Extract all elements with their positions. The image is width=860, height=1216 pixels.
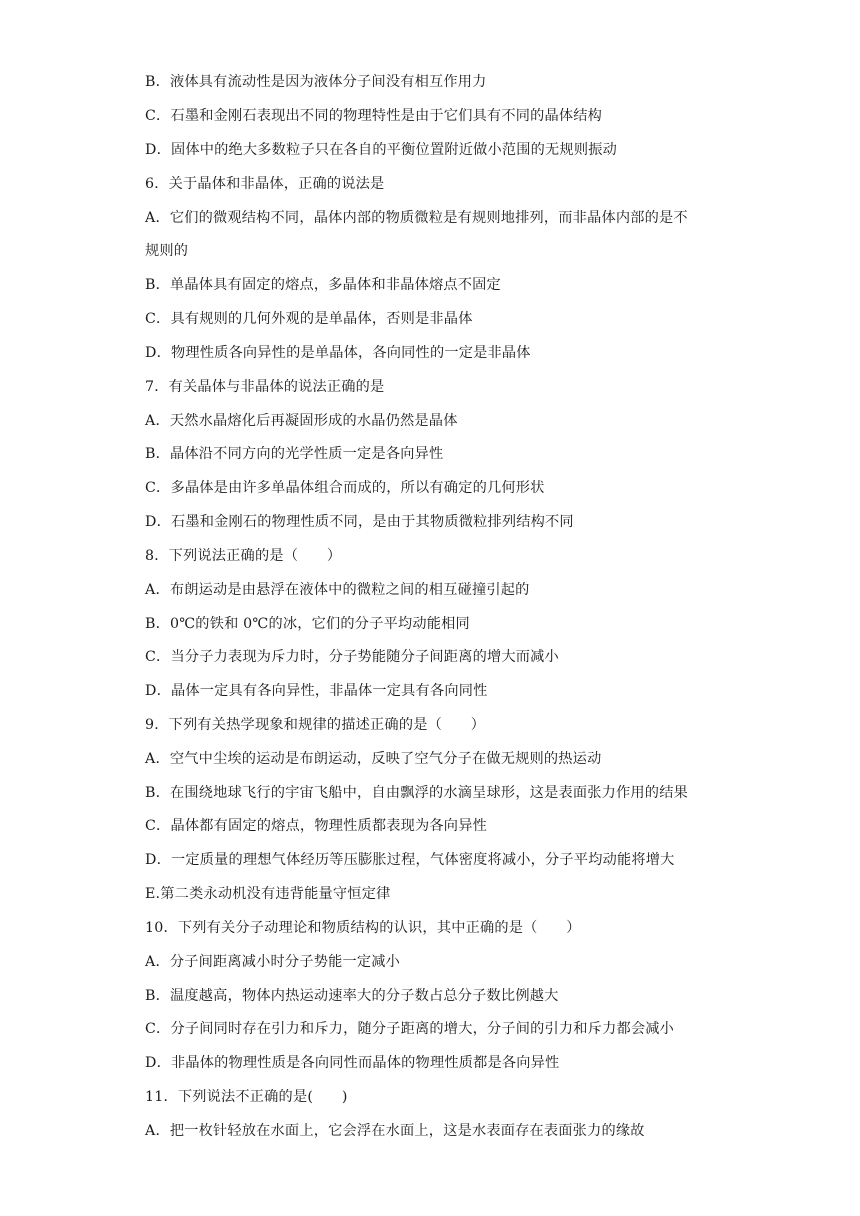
question-9: 9．下列有关热学现象和规律的描述正确的是（ ） (145, 717, 486, 733)
question-10: 10．下列有关分子动理论和物质结构的认识，其中正确的是（ ） (145, 920, 581, 936)
option-a-q9: A．空气中尘埃的运动是布朗运动，反映了空气分子在做无规则的热运动 (145, 751, 602, 767)
option-b-q8: B．0℃的铁和 0℃的冰，它们的分子平均动能相同 (145, 616, 470, 632)
question-6: 6．关于晶体和非晶体，正确的说法是 (145, 176, 385, 192)
option-c-q10: C．分子间同时存在引力和斥力，随分子距离的增大，分子间的引力和斥力都会减小 (145, 1021, 675, 1037)
question-7: 7．有关晶体与非晶体的说法正确的是 (145, 379, 385, 395)
option-b-q9: B．在围绕地球飞行的宇宙飞船中，自由飘浮的水滴呈球形，这是表面张力作用的结果 (145, 785, 688, 801)
option-d-q10: D．非晶体的物理性质是各向同性而晶体的物理性质都是各向异性 (145, 1055, 560, 1071)
option-c-q9: C．晶体都有固定的熔点，物理性质都表现为各向异性 (145, 818, 487, 834)
option-c-q6: C．具有规则的几何外观的是单晶体，否则是非晶体 (145, 311, 473, 327)
option-e-q9: E.第二类永动机没有违背能量守恒定律 (145, 886, 391, 902)
option-c-q5: C．石墨和金刚石表现出不同的物理特性是由于它们具有不同的晶体结构 (145, 108, 603, 124)
option-b-q10: B．温度越高，物体内热运动速率大的分子数占总分子数比例越大 (145, 988, 559, 1004)
option-d-q7: D．石墨和金刚石的物理性质不同，是由于其物质微粒排列结构不同 (145, 514, 574, 530)
option-b-q7: B．晶体沿不同方向的光学性质一定是各向异性 (145, 446, 444, 462)
option-d-q8: D．晶体一定具有各向异性，非晶体一定具有各向同性 (145, 683, 488, 699)
option-a-q6-continued: 规则的 (145, 243, 189, 259)
option-b-q5: B．液体具有流动性是因为液体分子间没有相互作用力 (145, 74, 487, 90)
option-a-q7: A．天然水晶熔化后再凝固形成的水晶仍然是晶体 (145, 413, 458, 429)
option-b-q6: B．单晶体具有固定的熔点，多晶体和非晶体熔点不固定 (145, 277, 501, 293)
option-d-q9: D．一定质量的理想气体经历等压膨胀过程，气体密度将减小，分子平均动能将增大 (145, 852, 675, 868)
option-a-q11: A．把一枚针轻放在水面上，它会浮在水面上，这是水表面存在表面张力的缘故 (145, 1123, 645, 1139)
option-a-q10: A．分子间距离减小时分子势能一定减小 (145, 954, 401, 970)
question-11: 11．下列说法不正确的是( ) (145, 1089, 348, 1105)
option-d-q6: D．物理性质各向异性的是单晶体，各向同性的一定是非晶体 (145, 345, 531, 361)
question-8: 8．下列说法正确的是（ ） (145, 548, 342, 564)
option-c-q8: C．当分子力表现为斥力时，分子势能随分子间距离的增大而减小 (145, 649, 559, 665)
option-a-q8: A．布朗运动是由悬浮在液体中的微粒之间的相互碰撞引起的 (145, 582, 530, 598)
option-d-q5: D．固体中的绝大多数粒子只在各自的平衡位置附近做小范围的无规则振动 (145, 142, 617, 158)
option-a-q6: A．它们的微观结构不同，晶体内部的物质微粒是有规则地排列，而非晶体内部的是不 (145, 210, 688, 226)
option-c-q7: C．多晶体是由许多单晶体组合而成的，所以有确定的几何形状 (145, 480, 545, 496)
